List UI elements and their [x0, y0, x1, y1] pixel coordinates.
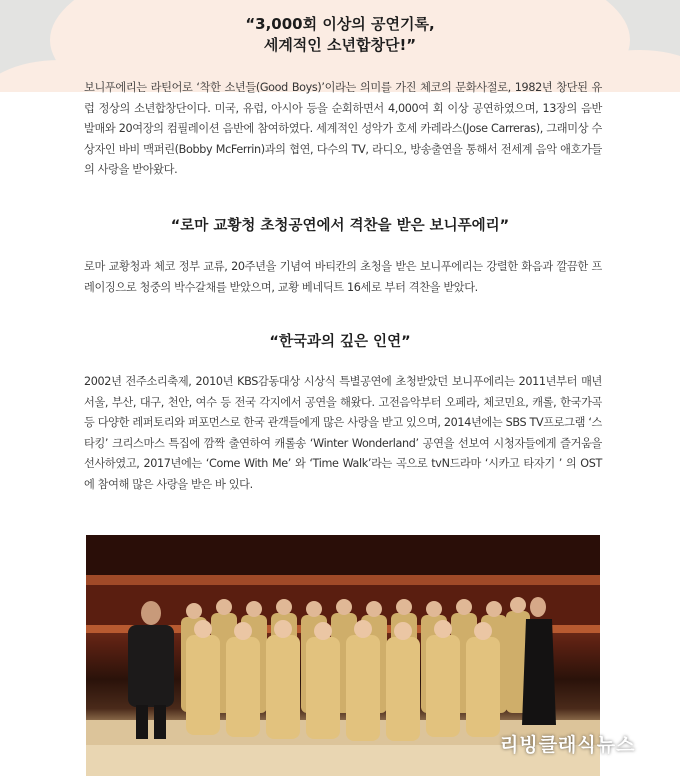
paragraph-vatican: 로마 교황청과 체코 정부 교류, 20주년을 기념여 바티칸의 초청을 받은 보니푸에리는 강렬한 화음과 깔끔한 프레이징으로 청중의 박수갈채를 받았으며, 교황 베네딕트 16세로 부터 격찬을 받았다. [84, 260, 602, 294]
heading-records [0, 14, 680, 56]
watermark-logo: 리빙클래식뉴스 [500, 734, 636, 756]
balcony-upper [86, 535, 600, 575]
heading-vatican: “로마 교황청 초청공연에서 격찬을 받은 보니푸에리” [170, 218, 510, 234]
paragraph-intro: 보니푸에리는 라틴어로 ‘착한 소년들(Good Boys)’이라는 의미를 가진 체코의 문화사절로, 1982년 창단된 유럽 정상의 소년합창단이다. 미국, 유럽, 아시아 등을 순회하면서 4,000여 회 이상 공연하였으며, 13장의 음반 발매와 20여장의 컴필레이션 음반에 참여하였다. 세계적인 성악가 호세 카레라스(Jose Carreras), 그래미상 수상자인 바비 맥퍼린(Bobby McFerrin)과의 협연, 다수의 TV, 라디오, 방송출연을 통해서 전세계 음악 애호가들의 사랑을 받아왔다. [84, 81, 602, 176]
heading-records-line2: 세계적인 소년합창단!” [263, 36, 417, 54]
heading-korea: “한국과의 깊은 인연” [269, 334, 411, 350]
paragraph-korea: 2002년 전주소리축제, 2010년 KBS감동대상 시상식 특별공연에 초청받았던 보니푸에리는 2011년부터 매년 서울, 부산, 대구, 천안, 여수 등 전국 각지에서 공연을 해왔다. 고전음악부터 오페라, 체코민요, 캐롤, 한국가곡 등 다양한 레퍼토리와 퍼포먼스로 한국 관객들에게 많은 사랑을 받고 있으며, 2014년에는 SBS TV프로그램 ‘스타킹’ 크리스마스 특집에 깜짝 출연하여 캐롤송 ‘Winter Wonderland’ 공연을 선보여 시청자들에게 즐거움을 선사하였고, 2017년에는 ‘Come With Me’ 와 ‘Time Walk’라는 곡으로 tvN드라마 ‘시카고 타자기 ’ 의 OST에 참여해 많은 사랑을 받은 바 있다. [84, 375, 602, 491]
heading-records-line1: “3,000회 이상의 공연기록, [245, 15, 435, 33]
balcony-rail [86, 575, 600, 585]
